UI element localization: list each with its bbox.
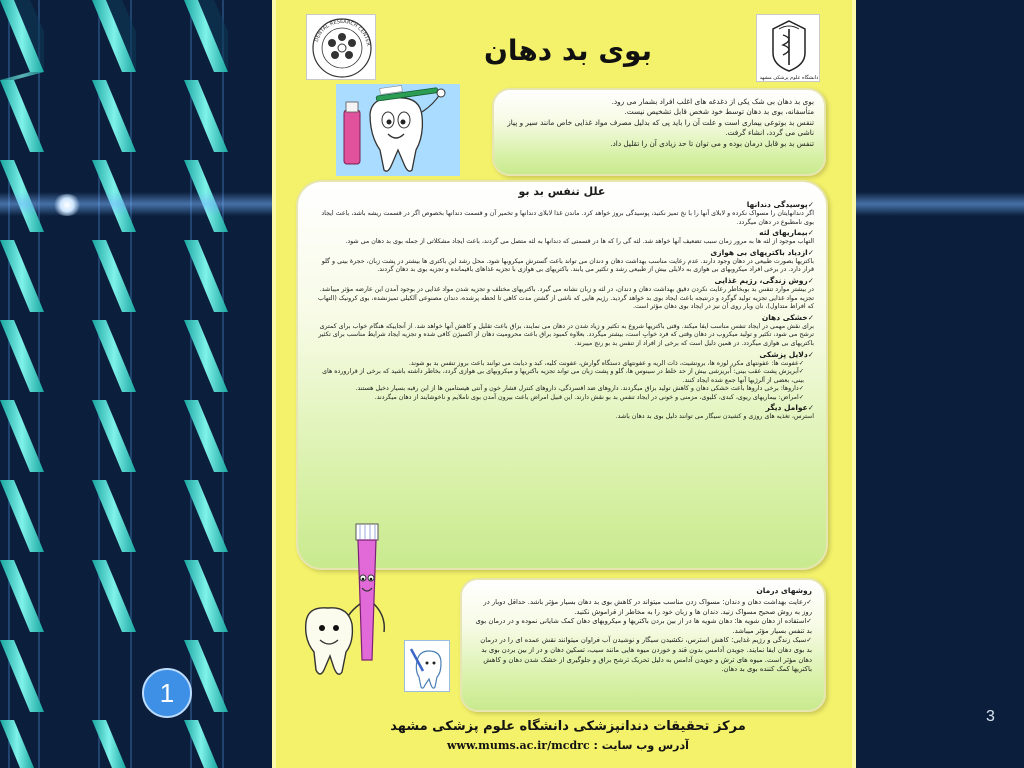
tooth-character-icon	[296, 600, 366, 680]
emblem-text: دانشگاه علوم پزشکی مشهد	[759, 75, 819, 81]
intro-panel	[492, 88, 826, 176]
university-logo	[756, 14, 820, 82]
cause-text: اگر دندانهایتان را مسواک نکرده و لابلای آنها را با نخ تمیز نکنید، پوسیدگی بروز خواهد کرد. ماندن غذا لابلای دندانها و تخمیر آن و قسمت دندانها بخصوص اگر در قسمت ریشه باشد، باعث ایجاد بوی نامطبوع در دهان میگردد.	[321, 210, 814, 226]
light-beam-right	[856, 192, 1024, 216]
footer-website	[386, 738, 750, 754]
medical-cause-item: ✓داروها: برخی داروها باعث خشکی دهان و کاهش تولید بزاق میگردند. داروهای ضد افسردگی، داروهای کنترل فشار خون و آنتی هیستامین ها از این رفبه بسیار دخیل هستند.	[355, 385, 804, 393]
cause-heading: ✓خشکی دهان	[761, 312, 814, 322]
cause-heading: ✓ازدیاد باکتریهای بی هوازی	[710, 247, 814, 257]
poster	[272, 0, 856, 768]
medical-cause-item: ✓آبریزش پشت عقب بینی: آبریزشی بیش از حد خلط در سینوس ها، گلو و پشت زبان می تواند تجزیه باکتریها و میکروبهای بی هوازی گردد، بخاطر داشته باشید که برخی از قرارورده های بینی، بعضی از آلرژیها آنها جمع شده ایجاد کنند.	[322, 368, 804, 384]
cause-heading: ✓دلایل پزشکی	[759, 349, 814, 359]
slide-number-badge: 1	[142, 668, 192, 718]
treatment-panel	[460, 578, 826, 712]
research-center-seal-icon	[307, 15, 377, 81]
light-flare	[52, 194, 82, 216]
light-beam-left	[0, 192, 272, 216]
university-emblem-icon	[757, 15, 821, 83]
tooth-brushing-illustration	[336, 84, 460, 176]
cause-heading: ✓روش زندگی، رژیم غذایی	[714, 275, 814, 285]
tooth-cartoon-icon	[336, 84, 460, 176]
tooth-brush-small-illustration	[404, 640, 450, 692]
cause-heading: ✓عوامل دیگر	[765, 402, 814, 412]
intro-line: بوی بد دهان بی شک یکی از دغدغه های اغلب افراد بشمار می رود.	[611, 97, 814, 106]
footer-website-label: آدرس وب سایت :	[593, 739, 689, 752]
tooth-brush-small-icon	[405, 641, 451, 693]
medical-cause-item: ✓امراض: بیماریهای ریوی، کبدی، کلیوی، مزمنی و خونی در ایجاد تنفس بد بو نقش دارند. این قبیل امراض باعث بیرون آمدن بوی ناملایم و ناخوشایند از دهان میگردند.	[374, 393, 804, 401]
cause-text: التهاب موجود از لثه ها به مرور زمان سبب تضعیف آنها خواهد شد. لثه گی را که ها در قسمتی که دندانها به لثه متصل می گردند، باعث ایجاد مشکلاتی از جمله بوی بد دهان می شود.	[345, 238, 814, 246]
causes-panel	[296, 180, 828, 570]
cause-text: باکتریها بصورت طبیعی در دهان وجود دارند. عدم رعایت مناسب بهداشت دهان و دندان می تواند باعث گسترش میکروبها شود. محل رشد این باکتری ها بیشتر در پشت زبان، حجرهٔ بینی و گلو قرار دارد. در برخی افراد میکروبهای بی هوازی به دلایلی بیش از طبیعی رشد و تکثیر می یابند. باکتریهای بی هوازی با تجزیه غذاهای باقیمانده و تجزیه بوی بد دهان گردند.	[321, 257, 814, 274]
causes-title: علل تنفس بد بو	[518, 185, 606, 198]
poster-title: بوی بد دهان	[483, 34, 653, 67]
intro-line: متأسفانه، بوی بد دهان توسط خود شخص قابل تشخیص نیست.	[624, 107, 814, 117]
footer-website-url[interactable]: www.mums.ac.ir/mcdrc	[447, 739, 590, 752]
poster-footer	[386, 718, 750, 754]
cause-text: در بیشتر موارد تنفس بد بوبخاطر رعایت نکردن دقیق بهداشت دهان و دندان، در لثه و زبان نشانه می گیرد. باکتریهای مختلف و تجزیه شدن مواد غذایی در بوجود آمدن این عارضه مؤثر میباشد. تجزیه مواد غذایی تجزیه تولید گوگرد و درنتیجه باعث ایجاد بوی بد خواهد گردید. رژیم هایی که ناشی از گشتن مدت کاهی تا لحظه پرشده، دندان مصنوعی آلکیلی تمیزنشده، بوی کرونیک (التهاب که افراط متداول)، نان وبار روی آن نیز در ایجاد بوی دهان مؤثر است.	[318, 285, 814, 311]
intro-line: تنفس بد بو قابل درمان بوده و می توان تا حد زیادی آن را تقلیل داد.	[610, 138, 814, 148]
medical-cause-item: ✓عفونت ها: عفونتهای مکرر لوزه ها، برونشیت، ذات الریه و عفونتهای دستگاه گوارش، عفونت کلیه، کبد و دیابت می توانند باعث بروز تنفس بد بو شوند.	[408, 359, 804, 367]
research-center-logo	[306, 14, 376, 80]
seal-text: DENTAL RESEARCH CENTER	[313, 18, 371, 47]
cause-text: استرس، تغذیه های روزی و کشیدن سیگار می توانند دلیل بوی بد دهان باشد.	[615, 412, 814, 420]
treatment-item: ✓استفاده از دهان شویه ها: دهان شویه ها در از بین بردن باکتریها و میکروبهای دهان کمک شایانی نموده و در درمان بوی بد تنفس بسیار مؤثر میباشد.	[475, 617, 812, 635]
cause-heading: ✓پوسیدگی دندانها	[746, 200, 814, 209]
treatment-item: ✓سبک زندگی و رژیم غذایی: کاهش استرس، نکشیدن سیگار و نوشیدن آب فراوان میتوانند نقش عمده ای را در درمان بد بوی دهان ایفا نمایند. جویدن آدامس بدون قند و خوردن میوه هایی مانند سیب، تسکین دهان و در از بین بردن بوی بد دهان مؤثر است. میوه های ترش و جویدن آدامس به دلیل تحریک ترشح براق و جلوگیری از خشک شدن دهان و کاهش باکتریها کمک کننده بوی بد دهان.	[480, 636, 812, 674]
cause-text: برای نقش مهمی در ایجاد تنفس مناسب ایفا میکند. وقتی باکتریها شروع به تکثیر و زیاد شدن در دهان می نمایند، بزاق باعث تقلیل و کاهش آنها خواهد شد. از آنجاییکه هنگام خواب برای کمتری ترشح می شود، تکثیر و تولید میکروب در دهان وقتی که فرد خوابِ است، بیشتر میگردد. بعلاوه کمبود براق باعث محرومیت دهان از اکسیژن کافی شده و تجزیه ایجاد شرایط مناسب برای تکثیر باکتریهای بی هوازی میگردد. در همین دلیل است که برخی از افراد از تنفس بد بو رنج میبرند.	[318, 322, 814, 347]
page-number: 3	[986, 708, 995, 725]
zigzag-ribbon-decoration	[0, 0, 272, 768]
tooth-character-illustration	[296, 600, 366, 680]
intro-line: تنفس بد بوتوعی بیماری است و علت آن را باید پی که بدلیل مصرف مواد غذایی خاص مانند سیر و پیاز ناشی می گردد، انشاء گرفت.	[507, 117, 814, 138]
cause-heading: ✓بیماریهای لثه	[759, 228, 814, 238]
treatment-title: روشهای درمان	[756, 586, 812, 595]
treatment-item: ✓رعایت بهداشت دهان و دندان: مسواک زدن مناسب میتواند در کاهش بوی بد دهان بسیار مؤثر باشد. حداقل دوبار در روز به روش صحیح مسواک زنید. دندان ها و زبان خود را به مخاطر از قراموش نکنید.	[483, 598, 812, 616]
footer-organization: مرکز تحقیقات دندانپزشکی دانشگاه علوم پزشکی مشهد	[390, 719, 746, 734]
